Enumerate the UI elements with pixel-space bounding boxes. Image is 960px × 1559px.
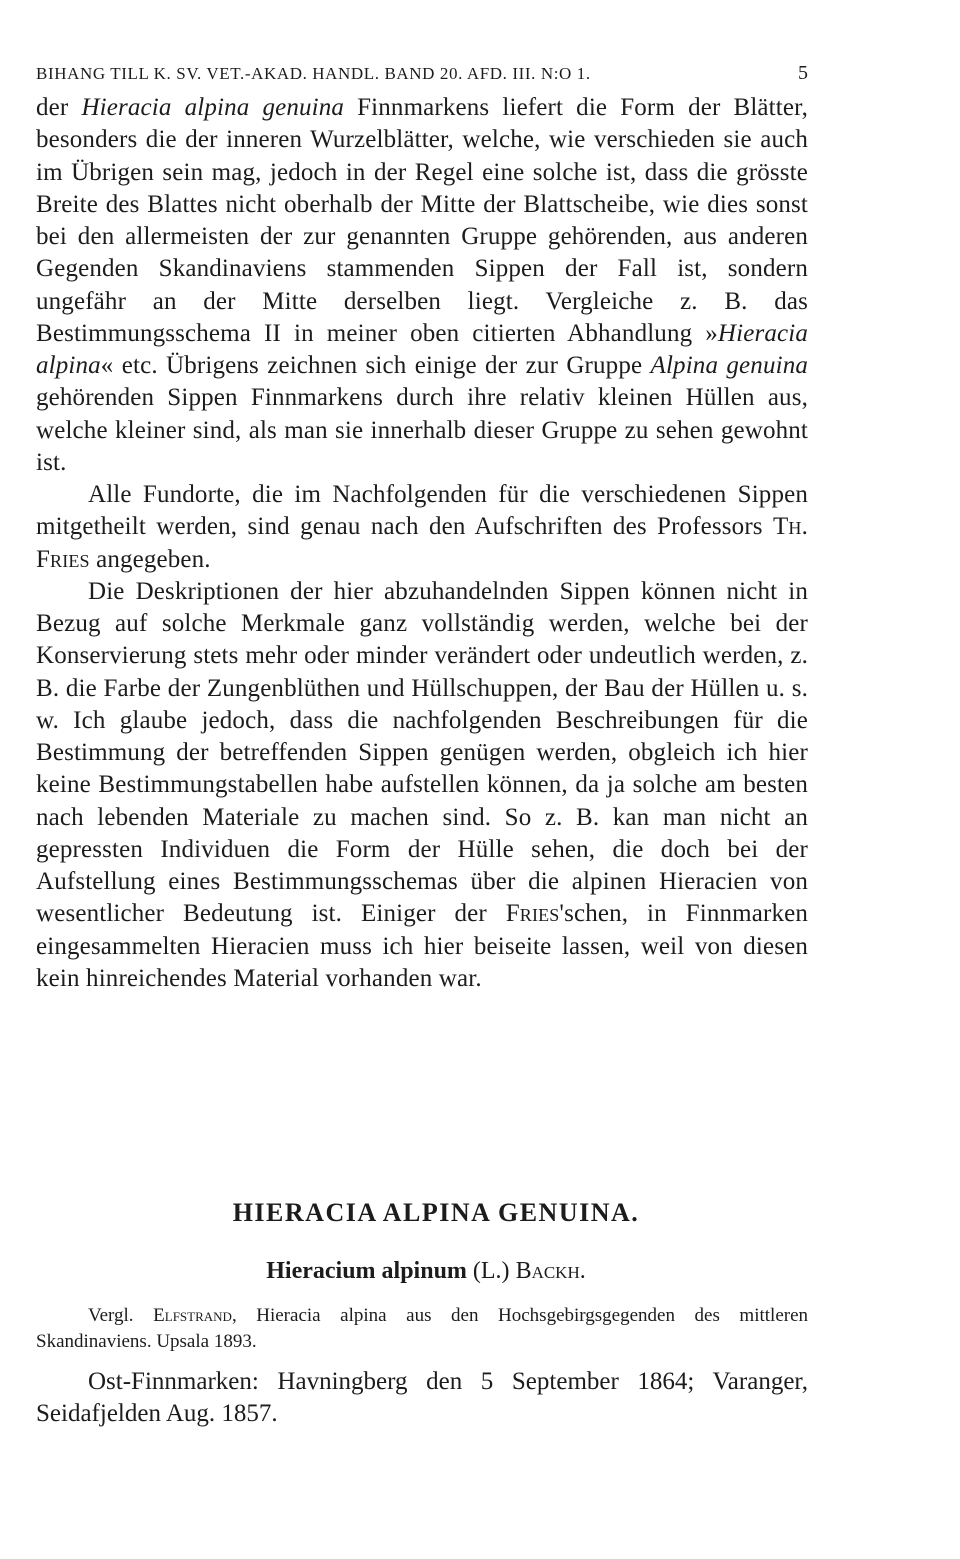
text-segment: Finnmarkens liefert die Form der Blätter, besonders die der inneren Wurzelblätter, welche, wie verschieden sie auch im Übrigen sein mag, jedoch in der Regel eine solche ist, dass die grösste Breite des Blattes nicht oberhalb der Mitte der Blattscheibe, wie dies sonst bei den allermeisten der zur genannten Gruppe gehörenden, aus anderen Gegenden Skandinaviens stammenden Sippen der Fall ist, sondern ungefähr an der Mitte derselben liegt. Vergleiche z. B. das Bestimmungsschema II in meiner oben citierten Abhandlung » — [36, 94, 808, 347]
text-segment: « etc. Übrigens zeichnen sich einige der zur Gruppe — [100, 352, 651, 379]
locality-record: Ost-Finnmarken: Havningberg den 5 September 1864; Varanger, Seidafjelden Aug. 1857. — [36, 1368, 808, 1427]
text-segment: 'schen, in Finnmarken eingesammelten Hieracien muss ich hier beiseite lassen, weil von diesen kein hinreichendes Material vorhanden war. — [36, 900, 808, 992]
reference-prefix: Vergl. — [88, 1305, 154, 1326]
author-name: Th. Fries — [36, 513, 808, 573]
paragraph-2 — [36, 479, 808, 576]
body-text — [36, 92, 808, 995]
page — [36, 58, 808, 995]
species-authority: Backh. — [515, 1258, 586, 1284]
literature-reference — [36, 1303, 808, 1355]
running-header — [36, 58, 808, 92]
text-segment: gehörenden Sippen Finnmarkens durch ihre relativ kleinen Hüllen aus, welche kleiner sind, als man sie innerhalb dieser Gruppe zu sehen gewohnt ist. — [36, 384, 808, 476]
running-title: BIHANG TILL K. SV. VET.-AKAD. HANDL. BAND 20. AFD. III. N:O 1. — [36, 64, 591, 83]
paragraph-3 — [36, 576, 808, 995]
section-title: HIERACIA ALPINA GENUINA. — [232, 1198, 640, 1227]
species-authority-prefix: (L.) — [466, 1258, 516, 1284]
text-segment: Alle Fundorte, die im Nachfolgenden für die verschiedenen Sippen mitgetheilt werden, sind genau nach den Aufschriften des Professors — [36, 481, 808, 541]
text-segment-italic: Alpina genuina — [650, 352, 808, 379]
text-segment: der — [36, 94, 82, 121]
text-segment-italic: Hieracia alpina — [36, 319, 808, 379]
species-heading — [36, 1258, 816, 1285]
text-segment: angegeben. — [89, 545, 211, 573]
text-segment-italic: Hieracia alpina genuina — [81, 94, 345, 121]
page-number: 5 — [798, 62, 808, 84]
reference-author: Elfstrand — [153, 1305, 232, 1326]
species-name: Hieracium alpinum — [266, 1258, 467, 1284]
reference-text: , Hieracia alpina aus den Hochsgebirgsgegenden des mittleren Skandinaviens. Upsala 1893. — [36, 1305, 809, 1352]
paragraph-1 — [36, 92, 808, 479]
text-segment: Die Deskriptionen der hier abzuhandelnden Sippen können nicht in Bezug auf solche Merkmale ganz vollständig werden, welche bei der Konservierung stets mehr oder minder verändert oder undeutlich werden, z. B. die Farbe der Zungenblüthen und Hüllschuppen, der Bau der Hüllen u. s. w. Ich glaube jedoch, dass die nachfolgenden Beschreibungen für die Bestimmung der betreffenden Sippen genügen werden, obgleich ich hier keine Bestimmungstabellen habe aufstellen können, da ja solche am besten nach lebenden Materiale zu machen sind. So z. B. kan man nicht an gepressten Individuen die Form der Hülle sehen, die doch bei der Aufstellung eines Bestimmungsschemas über die alpinen Hieracien von wesentlicher Bedeutung ist. Einiger der — [36, 577, 808, 928]
author-name: Fries — [505, 900, 560, 928]
